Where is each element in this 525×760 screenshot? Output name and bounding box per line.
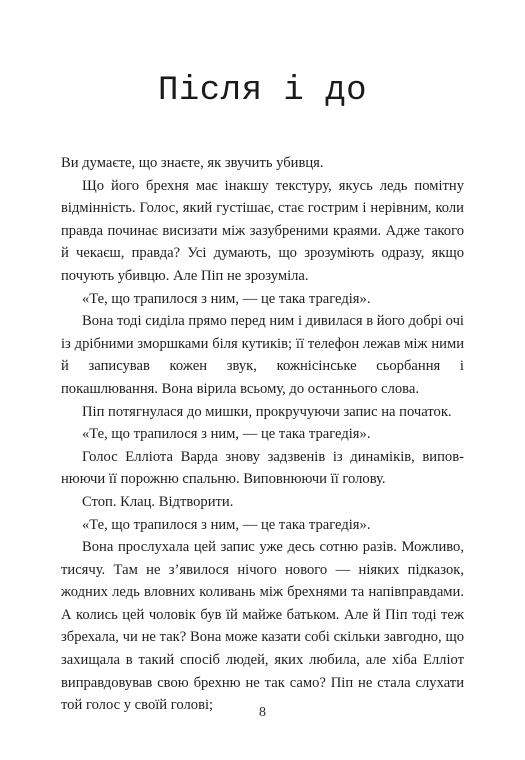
body-text [61,152,464,717]
paragraph-10: Вона прослухала цей запис уже десь сотню разів. Можливо, тисячу. Там не з’явилося нічого нового — ніяких підказок, жодних ледь вловних коливань між брехнями та напівправдами. А колись цей чоловік був їй майже батьком. Але й Піп тоді теж збрехала, чи не так? Вона може казати собі скільки завгодно, що захищала в такий спосіб людей, яких любила, але хіба Елліот виправдовував свою брехню не так само? Піп не стала слухати той голос у своїй голові; [61,539,464,714]
paragraph-2: Що його брехня має інакшу текстуру, якусь ледь помітну відмінність. Голос, який густішає, стає гострим і нерівним, коли правда починає висизати між зазубреними краями. Адже такого й чекаєш, правда? Усі думають, що зрозуміють одразу, якщо почують убивцю. Але Піп не зрозуміла. [61,177,464,284]
chapter-title: Після і до [157,72,368,110]
paragraph-8: Стоп. Клац. Відтворити. [82,493,234,510]
paragraph-3: «Те, що трапилося з ним, — це така трагедія». [82,290,371,307]
paragraph-4: Вона тоді сиділа прямо перед ним і дивилася в його добрі очі із дрібними зморшками біля кутиків; її телефон лежав між ними й записував кожен звук, кожнісінське сьорбання і покашлювання. Вона вірила всьому, до останнього слова. [61,313,464,397]
paragraph-7: Голос Елліота Варда знову задзвенів із динаміків, виповнюючи її порожню спальню. Виповнюючи її голову. [61,448,464,488]
paragraph-6: «Те, що трапилося з ним, — це така трагедія». [82,426,371,443]
paragraph-9: «Те, що трапилося з ним, — це така трагедія». [82,516,371,533]
paragraph-1: Ви думаєте, що знаєте, як звучить убивця. [61,155,324,171]
paragraph-5: Піп потягнулася до мишки, прокручуючи запис на початок. [82,403,452,420]
page-number: 8 [259,705,266,720]
